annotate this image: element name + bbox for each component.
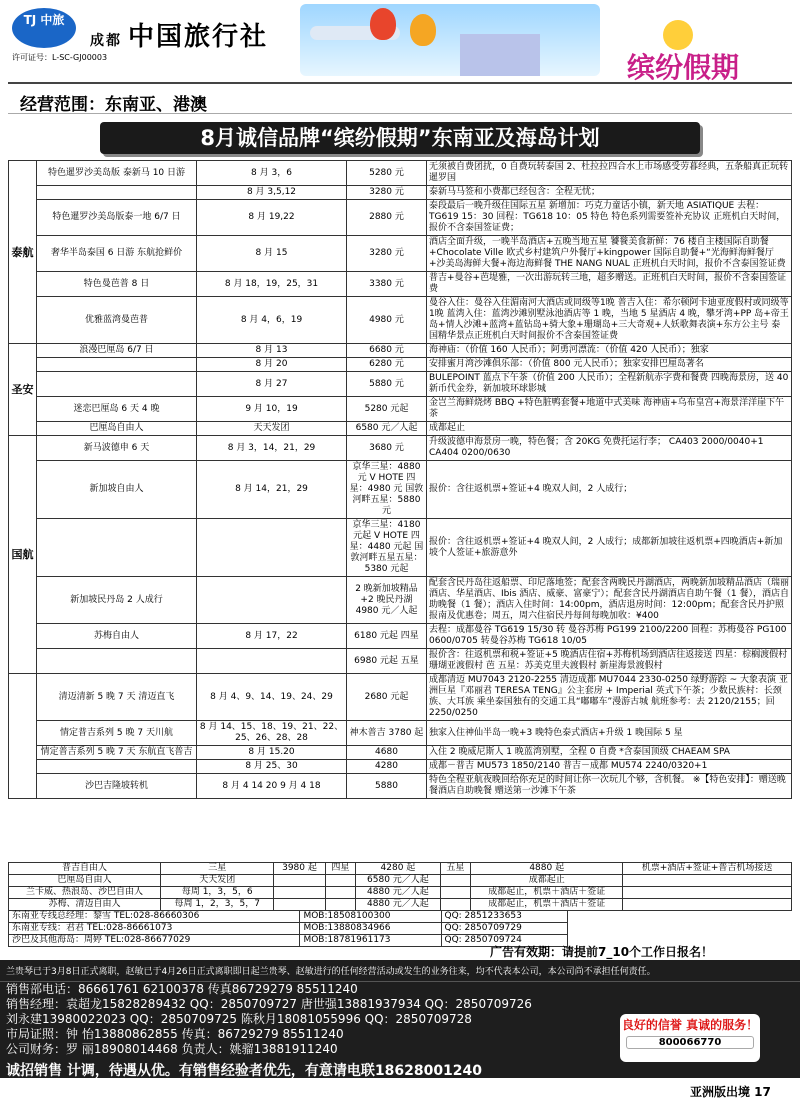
castle-icon bbox=[460, 34, 540, 76]
summary-cell bbox=[274, 887, 325, 899]
tour-description: 入住 2 晚威尼斯人 1 晚蓝湾别墅，全程 0 自费 *含泰国顶级 CHAEAM SPA bbox=[427, 746, 792, 760]
tour-description: 报价：含往返机票+签证+4 晚双人间，2 人成行；成都新加坡往返机票+四晚酒店+新加坡个人签证+旅游意外 bbox=[427, 519, 792, 577]
summary-table bbox=[8, 862, 792, 911]
summary-row bbox=[9, 887, 792, 899]
table-row bbox=[9, 236, 792, 272]
tour-date: 8 月 3,5,12 bbox=[197, 186, 347, 200]
notice-text: 兰贵琴已于3月8日正式离职，赵敏已于4月26日正式离职即日起兰贵琴、赵敏进行的任何经营活动或发生的业务往来，均不代表本公司，本公司尚不承担任何责任。 bbox=[0, 960, 800, 982]
product-brand-text: 缤纷假期 bbox=[627, 51, 740, 84]
summary-cell bbox=[623, 899, 792, 911]
tour-price: 6680 元 bbox=[347, 344, 427, 358]
tour-date: 8 月 4、9、14、19、24、29 bbox=[197, 674, 347, 721]
tour-description: 曼谷入住：曼谷入住湄南河大酒店或同级等1晚 普吉入住：希尔顿阿卡迪亚度假村或同级等1晚 蓝湾入住：蓝湾沙滩别墅泳池酒店等 1 晚，当地 5 星酒店 4 晚，攀牙湾+PP 岛+帝王岛+情人沙滩+蓝湾+蓝钻岛+骑大象+珊瑚岛+三大奇观+人妖歌舞表演+东方公主号 泰国精华景点正班机白天时间报价不含泰国签证费 bbox=[427, 297, 792, 344]
tour-date: 8 月 4 14 20 9 月 4 18 bbox=[197, 774, 347, 799]
summary-cell: 成都起止，机票＋酒店＋签证 bbox=[471, 887, 623, 899]
table-row bbox=[9, 577, 792, 624]
tour-date bbox=[197, 519, 347, 577]
tour-description: 泰新马马签和小费都已经包含：全程无忧； bbox=[427, 186, 792, 200]
tour-name: 苏梅自由人 bbox=[37, 624, 197, 649]
tour-description: BULEPOINT 蓝点下午茶（价值 200 人民币）；全程新航赤字费和餐费 四晚海景房，送 40 新币代金券，新加坡环球影城 bbox=[427, 372, 792, 397]
header bbox=[0, 0, 800, 82]
tour-description: 安排蜜月湾沙滩俱乐部：（价值 800 元人民币）；独家安排巴厘岛著名 bbox=[427, 358, 792, 372]
contact-line: 东南亚专线：君君 TEL:028-86661073 bbox=[9, 923, 300, 935]
tour-name bbox=[37, 186, 197, 200]
itinerary-table bbox=[8, 160, 792, 799]
summary-cell bbox=[440, 875, 471, 887]
summary-cell: 6580 元／人起 bbox=[356, 875, 440, 887]
tour-name bbox=[37, 358, 197, 372]
tour-price: 5880 元 bbox=[347, 372, 427, 397]
product-logo bbox=[615, 16, 785, 86]
contact-qq: QQ: 2850709724 bbox=[441, 935, 568, 947]
contact-qq: QQ: 2850709729 bbox=[441, 923, 568, 935]
tour-name: 特色曼芭普 8 日 bbox=[37, 272, 197, 297]
summary-cell: 4880 元／人起 bbox=[356, 899, 440, 911]
tour-name bbox=[37, 372, 197, 397]
sales-line: 公司财务：罗 丽18908014468 负责人：姚骝13881911240 bbox=[6, 1042, 338, 1056]
tour-description: 升级波德申海景房一晚，特色餐；含 20KG 免费托运行李； CA403 2000/0040+1 CA404 0200/0630 bbox=[427, 436, 792, 461]
tour-price: 2680 元起 bbox=[347, 674, 427, 721]
brand-city: 成都 bbox=[90, 33, 122, 49]
tour-price: 6180 元起 四星 bbox=[347, 624, 427, 649]
license-number: 许可证号：L-SC-GJ00003 bbox=[12, 53, 108, 62]
tour-description: 酒店全面升级，一晚半岛酒店+五晚当地五星 饕餮美食新鲜：76 楼自主楼国际自助餐+Chocolate Ville 欧式乡村建筑户外餐厅+kingpower 国际自助餐+“光海鲜海鲜餐厅+沙美岛海鲜大餐+海边海鲜餐 THE NANG NUAL 正班机白天时间，报价不含泰国签证费 bbox=[427, 236, 792, 272]
summary-cell: 4880 元／人起 bbox=[356, 887, 440, 899]
summary-cell: 兰卡威、热浪岛、沙巴自由人 bbox=[9, 887, 161, 899]
summary-cell bbox=[274, 875, 325, 887]
summary-cell: 每周 1，2，3，5，7 bbox=[161, 899, 274, 911]
tour-description: 金岂兰海鲜烧烤 BBQ +特色脏鸭套餐+地道中式美味 海神庙+乌布皇宫+海景洋洋崖下午茶 bbox=[427, 397, 792, 422]
table-row bbox=[9, 746, 792, 760]
tour-description: 泰段最后一晚升级住国际五星 新增加：巧克力童话小镇，新天地 ASIATIQUE 去程：TG619 15：30 回程：TG618 10：05 特色 特色系列需要签补充协议 正班机白天时间，报价不含泰国签证费； bbox=[427, 200, 792, 236]
tour-name: 特色暹罗沙美岛版泰一地 6/7 日 bbox=[37, 200, 197, 236]
tour-name: 情定普吉系列 5 晚 7 天川航 bbox=[37, 721, 197, 746]
tour-date: 9 月 10，19 bbox=[197, 397, 347, 422]
tour-description: 去程：成都曼谷 TG619 15/30 转 曼谷苏梅 PG199 2100/2200 回程：苏梅曼谷 PG100 0600/0705 转曼谷苏梅 TG618 10/05 bbox=[427, 624, 792, 649]
tour-name bbox=[37, 649, 197, 674]
table-row bbox=[9, 297, 792, 344]
summary-cell: 普吉自由人 bbox=[9, 863, 161, 875]
contact-mobile: MOB:18508100300 bbox=[300, 911, 441, 923]
recruit-text: 诚招销售 计调，待遇从优。有销售经验者优先，有意请电联18628001240 bbox=[6, 1063, 483, 1079]
table-row bbox=[9, 272, 792, 297]
summary-cell bbox=[274, 899, 325, 911]
table-row bbox=[9, 372, 792, 397]
service-badge bbox=[620, 1014, 760, 1062]
summary-cell: 4880 起 bbox=[471, 863, 623, 875]
tour-date: 8 月 19,22 bbox=[197, 200, 347, 236]
section-label: 圣安 bbox=[9, 344, 37, 436]
summary-cell: 机票+酒店+签证+普吉机场接送 bbox=[623, 863, 792, 875]
table-row bbox=[9, 422, 792, 436]
tour-description: 成都－普吉 MU573 1850/2140 普吉－成都 MU574 2240/0320+1 bbox=[427, 760, 792, 774]
tour-date: 8 月 15.20 bbox=[197, 746, 347, 760]
tour-price: 4680 bbox=[347, 746, 427, 760]
balloon-icon bbox=[410, 14, 436, 46]
summary-cell: 成都起止 bbox=[471, 875, 623, 887]
contact-row bbox=[9, 923, 568, 935]
tour-name: 沙巴吉隆坡转机 bbox=[37, 774, 197, 799]
section-label bbox=[9, 674, 37, 799]
tour-name: 优雅蓝湾曼芭普 bbox=[37, 297, 197, 344]
brand-name: 中国旅行社 bbox=[128, 22, 269, 52]
tour-price: 京华三星：4880 元 V HOTE 四星：4980 元 国敦河畔五星：5880 元 bbox=[347, 461, 427, 519]
tour-description: 特色全程亚航夜晚回给你充足的时间让你一次玩儿个够，含机餐。 ※【特色安排】：赠送晚餐酒店自助晚餐 赠送第一沙滩下午茶 bbox=[427, 774, 792, 799]
contact-mobile: MOB:18781961173 bbox=[300, 935, 441, 947]
tour-description: 成都清迈 MU7043 2120-2255 清迈成都 MU7044 2330-0250 绿野游踪 ~ 大象表演 亚洲巨星『邓丽君 TERESA TENG』公主套房 + Imperial 英式下午茶；少数民族村：长颈族、大耳族 乘坐泰国独有的交通工具“嘟嘟车”漫游古城 航班参考：去 2120/2155；回 2250/0250 bbox=[427, 674, 792, 721]
tour-name: 新加坡民丹岛 2 人成行 bbox=[37, 577, 197, 624]
tour-date: 8 月 4，6，19 bbox=[197, 297, 347, 344]
tour-date: 8 月 18，19，25，31 bbox=[197, 272, 347, 297]
tour-name: 情定普吉系列 5 晚 7 天 东航直飞普吉 bbox=[37, 746, 197, 760]
table-row bbox=[9, 397, 792, 422]
tour-date: 8 月 3，14，21，29 bbox=[197, 436, 347, 461]
tour-name: 奢华半岛泰国 6 日游 东航抢鲜价 bbox=[37, 236, 197, 272]
table-row bbox=[9, 436, 792, 461]
summary-cell: 3980 起 bbox=[274, 863, 325, 875]
tour-price: 3280 元 bbox=[347, 186, 427, 200]
tour-date: 8 月 13 bbox=[197, 344, 347, 358]
summary-cell: 成都起止，机票＋酒店＋签证 bbox=[471, 899, 623, 911]
tour-price: 5280 元 bbox=[347, 161, 427, 186]
summary-row bbox=[9, 863, 792, 875]
tour-name: 巴厘岛自由人 bbox=[37, 422, 197, 436]
tour-description: 报价：含往返机票+签证+4 晚双人间，2 人成行； bbox=[427, 461, 792, 519]
contact-row bbox=[9, 935, 568, 947]
tour-price: 神木普吉 3780 起 bbox=[347, 721, 427, 746]
tour-price: 5880 bbox=[347, 774, 427, 799]
badge-text: 良好的信誉 真诚的服务！ bbox=[621, 1018, 759, 1032]
tour-name: 迷恋巴厘岛 6 天 4 晚 bbox=[37, 397, 197, 422]
tour-date bbox=[197, 649, 347, 674]
qq-number: 800066770 bbox=[626, 1036, 754, 1049]
section-label: 泰航 bbox=[9, 161, 37, 344]
tour-price: 京华三星：4180 元起 V HOTE 四星：4480 元起 国敦河畔五星五星：5380 元起 bbox=[347, 519, 427, 577]
sales-line: 刘永建13980022023 QQ：2850709725 陈秋月18081055996 QQ：2850709728 bbox=[6, 1012, 472, 1026]
tour-price: 6280 元 bbox=[347, 358, 427, 372]
tour-name: 新马波德申 6 天 bbox=[37, 436, 197, 461]
tour-description: 成都起止 bbox=[427, 422, 792, 436]
summary-cell: 三星 bbox=[161, 863, 274, 875]
balloon-icon bbox=[370, 8, 396, 40]
table-row bbox=[9, 461, 792, 519]
tour-name: 特色暹罗沙美岛版 泰新马 10 日游 bbox=[37, 161, 197, 186]
summary-cell bbox=[623, 887, 792, 899]
table-row bbox=[9, 674, 792, 721]
tour-date: 8 月 14、15、18、19、21、22、25、26、28、28 bbox=[197, 721, 347, 746]
contact-mobile: MOB:13880834966 bbox=[300, 923, 441, 935]
table-row bbox=[9, 624, 792, 649]
tour-name: 浪漫巴厘岛 6/7 日 bbox=[37, 344, 197, 358]
contact-line: 东南亚专线总经理：黎雪 TEL:028-86660306 bbox=[9, 911, 300, 923]
summary-cell: 巴厘岛自由人 bbox=[9, 875, 161, 887]
table-row bbox=[9, 519, 792, 577]
summary-cell bbox=[325, 875, 356, 887]
tour-price: 6980 元起 五星 bbox=[347, 649, 427, 674]
page-title: 8月诚信品牌“缤纷假期”东南亚及海岛计划 bbox=[100, 122, 700, 154]
tour-date: 8 月 17，22 bbox=[197, 624, 347, 649]
tour-price: 3380 元 bbox=[347, 272, 427, 297]
tour-description: 独家入住神仙半岛一晚+3 晚特色泰式酒店+升级 1 晚国际 5 星 bbox=[427, 721, 792, 746]
sales-line: 销售部电话：86661761 62100378 传真86729279 85511240 bbox=[6, 982, 358, 996]
contact-qq: QQ: 2851233653 bbox=[441, 911, 568, 923]
summary-cell: 每周 1，3，5，6 bbox=[161, 887, 274, 899]
tour-price: 4980 元 bbox=[347, 297, 427, 344]
summary-cell bbox=[325, 899, 356, 911]
summary-cell: 五星 bbox=[440, 863, 471, 875]
tour-description: 海神庙：（价值 160 人民币）；阿勇河漂流：（价值 420 人民币）；独家 bbox=[427, 344, 792, 358]
table-row bbox=[9, 200, 792, 236]
summary-cell bbox=[623, 875, 792, 887]
tour-price: 2880 元 bbox=[347, 200, 427, 236]
sales-line: 销售经理：袁超龙15828289432 QQ：2850709727 唐世强13881937934 QQ：2850709726 bbox=[6, 997, 532, 1011]
tour-name bbox=[37, 519, 197, 577]
tour-price: 3680 元 bbox=[347, 436, 427, 461]
business-scope: 经营范围：东南亚、港澳 bbox=[8, 82, 792, 114]
summary-cell bbox=[325, 887, 356, 899]
tour-price: 4280 bbox=[347, 760, 427, 774]
table-row bbox=[9, 186, 792, 200]
ad-validity: 广告有效期：请提前7_10个工作日报名！ bbox=[490, 945, 714, 959]
summary-cell: 4280 起 bbox=[356, 863, 440, 875]
summary-cell bbox=[440, 899, 471, 911]
tour-date: 8 月 25、30 bbox=[197, 760, 347, 774]
tour-name: 新加坡自由人 bbox=[37, 461, 197, 519]
tour-date: 8 月 15 bbox=[197, 236, 347, 272]
tour-price: 2 晚新加坡精品 +2 晚民丹湖 4980 元／人起 bbox=[347, 577, 427, 624]
table-row bbox=[9, 358, 792, 372]
table-row bbox=[9, 649, 792, 674]
contact-line: 沙巴及其他海岛：周婷 TEL:028-86677029 bbox=[9, 935, 300, 947]
summary-cell: 天天发团 bbox=[161, 875, 274, 887]
table-row bbox=[9, 344, 792, 358]
tour-description: 无须被自费团扰，0 自费玩转泰国 2、杜拉拉四合水上市场感受劳暮经典，五条船真正玩转暹罗国 bbox=[427, 161, 792, 186]
page-footer: 亚洲版出境 17 bbox=[690, 1085, 771, 1099]
summary-cell: 四星 bbox=[325, 863, 356, 875]
tour-price: 5280 元起 bbox=[347, 397, 427, 422]
tour-price: 6580 元／人起 bbox=[347, 422, 427, 436]
tour-name: 清迈清新 5 晚 7 天 清迈直飞 bbox=[37, 674, 197, 721]
tour-description: 报价含：往返机票和税+签证+5 晚酒店住宿+苏梅机场到酒店往返接送 四星：棕榈渡假村 珊瑚亚渡假村 芭 五星：苏美克里夫渡假村 新崖海景渡假村 bbox=[427, 649, 792, 674]
brand-title bbox=[90, 16, 268, 53]
tour-date: 8 月 20 bbox=[197, 358, 347, 372]
sales-line: 市局证照：钟 怡13880862855 传真：86729279 85511240 bbox=[6, 1027, 344, 1041]
summary-row bbox=[9, 875, 792, 887]
summary-row bbox=[9, 899, 792, 911]
table-row bbox=[9, 161, 792, 186]
tour-date bbox=[197, 577, 347, 624]
tour-date: 8 月 27 bbox=[197, 372, 347, 397]
tour-price: 3280 元 bbox=[347, 236, 427, 272]
tour-description: 普吉+曼谷+芭堤雅，一次出游玩转三地，超多赠送。正班机白天时间，报价不含泰国签证费 bbox=[427, 272, 792, 297]
contact-row bbox=[9, 911, 568, 923]
contacts-table bbox=[8, 910, 568, 947]
tour-date: 天天发团 bbox=[197, 422, 347, 436]
summary-cell: 苏梅、清迈自由人 bbox=[9, 899, 161, 911]
travel-illustration bbox=[300, 4, 600, 76]
tour-date: 8 月 14，21，29 bbox=[197, 461, 347, 519]
tour-date: 8 月 3，6 bbox=[197, 161, 347, 186]
table-row bbox=[9, 721, 792, 746]
tour-description: 配套含民丹岛往返船票、印尼落地签；配套含两晚民丹湖酒店，两晚新加坡精品酒店（瑞丽酒店、华星酒店、Ibis 酒店、威豪、富豪宁）；配套含民丹湖酒店自助午餐（1 餐），酒店自助晚餐（1 餐）；酒店入住时间：14:00pm，酒店退房时间：12:00pm；配套含民丹护照报南及优惠卷；周五，周六住宿民丹每间每晚加收：¥400 bbox=[427, 577, 792, 624]
tour-name bbox=[37, 760, 197, 774]
company-logo: TJ 中旅 bbox=[12, 8, 76, 48]
table-row bbox=[9, 774, 792, 799]
summary-cell bbox=[440, 887, 471, 899]
table-row bbox=[9, 760, 792, 774]
section-label: 国航 bbox=[9, 436, 37, 674]
